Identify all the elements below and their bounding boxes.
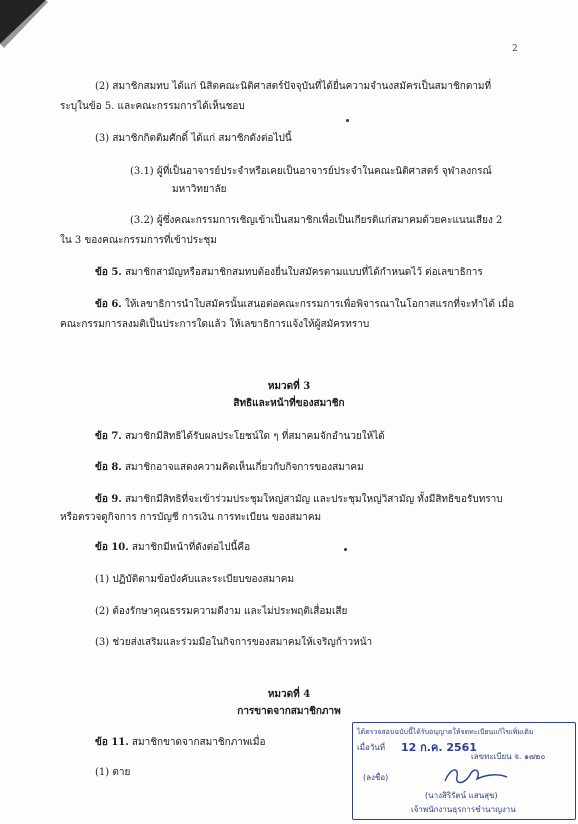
stamp-signed-label: (ลงชื่อ): [363, 773, 389, 782]
clause-10: [95, 541, 250, 554]
clause-10-text: สมาชิกมีหน้าที่ดังต่อไปนี้คือ: [128, 542, 251, 553]
honorary-3-2-line2: ใน 3 ของคณะกรรมการที่เข้าประชุม: [60, 235, 217, 246]
scan-speck: [344, 548, 347, 551]
signature-icon: [441, 763, 511, 789]
clause-10-label: ข้อ 10.: [95, 542, 129, 553]
membership-type-2-line1: (2) สมาชิกสมทบ ได้แก่ นิสิตคณะนิติศาสตร์ปัจจุบันที่ได้ยื่นความจำนงสมัครเป็นสมาชิกตามที่: [95, 81, 492, 92]
membership-type-3: (3) สมาชิกกิตติมศักดิ์ ได้แก่ สมาชิกดังต่อไปนี้: [95, 133, 292, 144]
clause-8-text: สมาชิกอาจแสดงความคิดเห็นเกี่ยวกับกิจการของสมาคม: [121, 462, 364, 473]
clause-5-label: ข้อ 5.: [95, 267, 122, 278]
stamp-date-prefix: เมื่อวันที่: [357, 743, 386, 752]
clause-8: [95, 461, 364, 474]
clause-11-text: สมาชิกขาดจากสมาชิกภาพเมื่อ: [128, 737, 266, 748]
stamp-position: เจ้าพนักงานธุรการชำนาญงาน: [411, 805, 516, 814]
section-3-title: หมวดที่ 3: [267, 381, 311, 392]
honorary-3-1-line1: (3.1) ผู้ที่เป็นอาจารย์ประจำหรือเคยเป็นอาจารย์ประจำในคณะนิติศาสตร์ จุฬาลงกรณ์: [130, 166, 492, 177]
membership-type-2-line2: ระบุในข้อ 5. และคณะกรรมการได้เห็นชอบ: [60, 101, 245, 112]
clause-10-item-1: (1) ปฏิบัติตามข้อบังคับและระเบียบของสมาคม: [95, 574, 295, 585]
clause-11-item-1: (1) ตาย: [95, 767, 131, 778]
section-4-title: หมวดที่ 4: [267, 689, 311, 700]
clause-11-label: ข้อ 11.: [95, 737, 129, 748]
clause-7-label: ข้อ 7.: [95, 431, 122, 442]
stamp-registry: เลขทะเบียน จ. ๑๗๒๐: [471, 752, 546, 761]
clause-7-text: สมาชิกมีสิทธิได้รับผลประโยชน์ใด ๆ ที่สมาคมจักอำนวยให้ได้: [121, 431, 385, 442]
clause-9-line1: [95, 493, 503, 506]
stamp-date: 12 ก.ค. 2561: [401, 741, 477, 754]
clause-5-text: สมาชิกสามัญหรือสมาชิกสมทบต้องยื่นใบสมัครตามแบบที่ได้กำหนดไว้ ต่อเลขาธิการ: [121, 267, 483, 278]
clause-8-label: ข้อ 8.: [95, 462, 122, 473]
honorary-3-1-line2: มหาวิทยาลัย: [172, 184, 227, 195]
page-number: 2: [512, 44, 518, 54]
clause-7: [95, 430, 385, 443]
clause-9-label: ข้อ 9.: [95, 494, 122, 505]
scan-speck: [346, 119, 349, 122]
clause-6-label: ข้อ 6.: [95, 299, 122, 310]
scan-corner-shadow: [0, 0, 50, 50]
clause-10-item-3: (3) ช่วยส่งเสริมและร่วมมือในกิจการของสมาคมให้เจริญก้าวหน้า: [95, 637, 373, 648]
clause-6-line1: [95, 298, 514, 311]
section-4-subtitle: การขาดจากสมาชิกภาพ: [237, 706, 341, 717]
section-3-subtitle: สิทธิและหน้าที่ของสมาชิก: [233, 398, 345, 409]
clause-9-text1: สมาชิกมีสิทธิที่จะเข้าร่วมประชุมใหญ่สามัญ และประชุมใหญ่วิสามัญ ทั้งมีสิทธิขอรับทราบ: [121, 494, 503, 505]
clause-11: [95, 736, 266, 749]
stamp-line1: ได้ตรวจสอบฉบับนี้ได้รับอนุญาตให้จดทะเบียนแก้ไขเพิ่มเติม: [357, 728, 534, 736]
honorary-3-2-line1: (3.2) ผู้ซึ่งคณะกรรมการเชิญเข้าเป็นสมาชิกเพื่อเป็นเกียรติแก่สมาคมด้วยคะแนนเสียง 2: [130, 215, 503, 226]
clause-10-item-2: (2) ต้องรักษาคุณธรรมความดีงาม และไม่ประพฤติเสื่อมเสีย: [95, 606, 348, 617]
registration-stamp: [352, 722, 576, 820]
clause-9-line2: หรือตรวจดูกิจการ การบัญชี การเงิน การทะเบียน ของสมาคม: [60, 512, 322, 523]
clause-6-line2: คณะกรรมการลงมติเป็นประการใดแล้ว ให้เลขาธิการแจ้งให้ผู้สมัครทราบ: [60, 319, 370, 330]
stamp-name: (นางสิริรัตน์ แสนสุข): [425, 791, 498, 800]
clause-5: [95, 266, 483, 279]
clause-6-text1: ให้เลขาธิการนำใบสมัครนั้นเสนอต่อคณะกรรมการเพื่อพิจารณาในโอกาสแรกที่จะทำได้ เมื่อ: [121, 299, 515, 310]
